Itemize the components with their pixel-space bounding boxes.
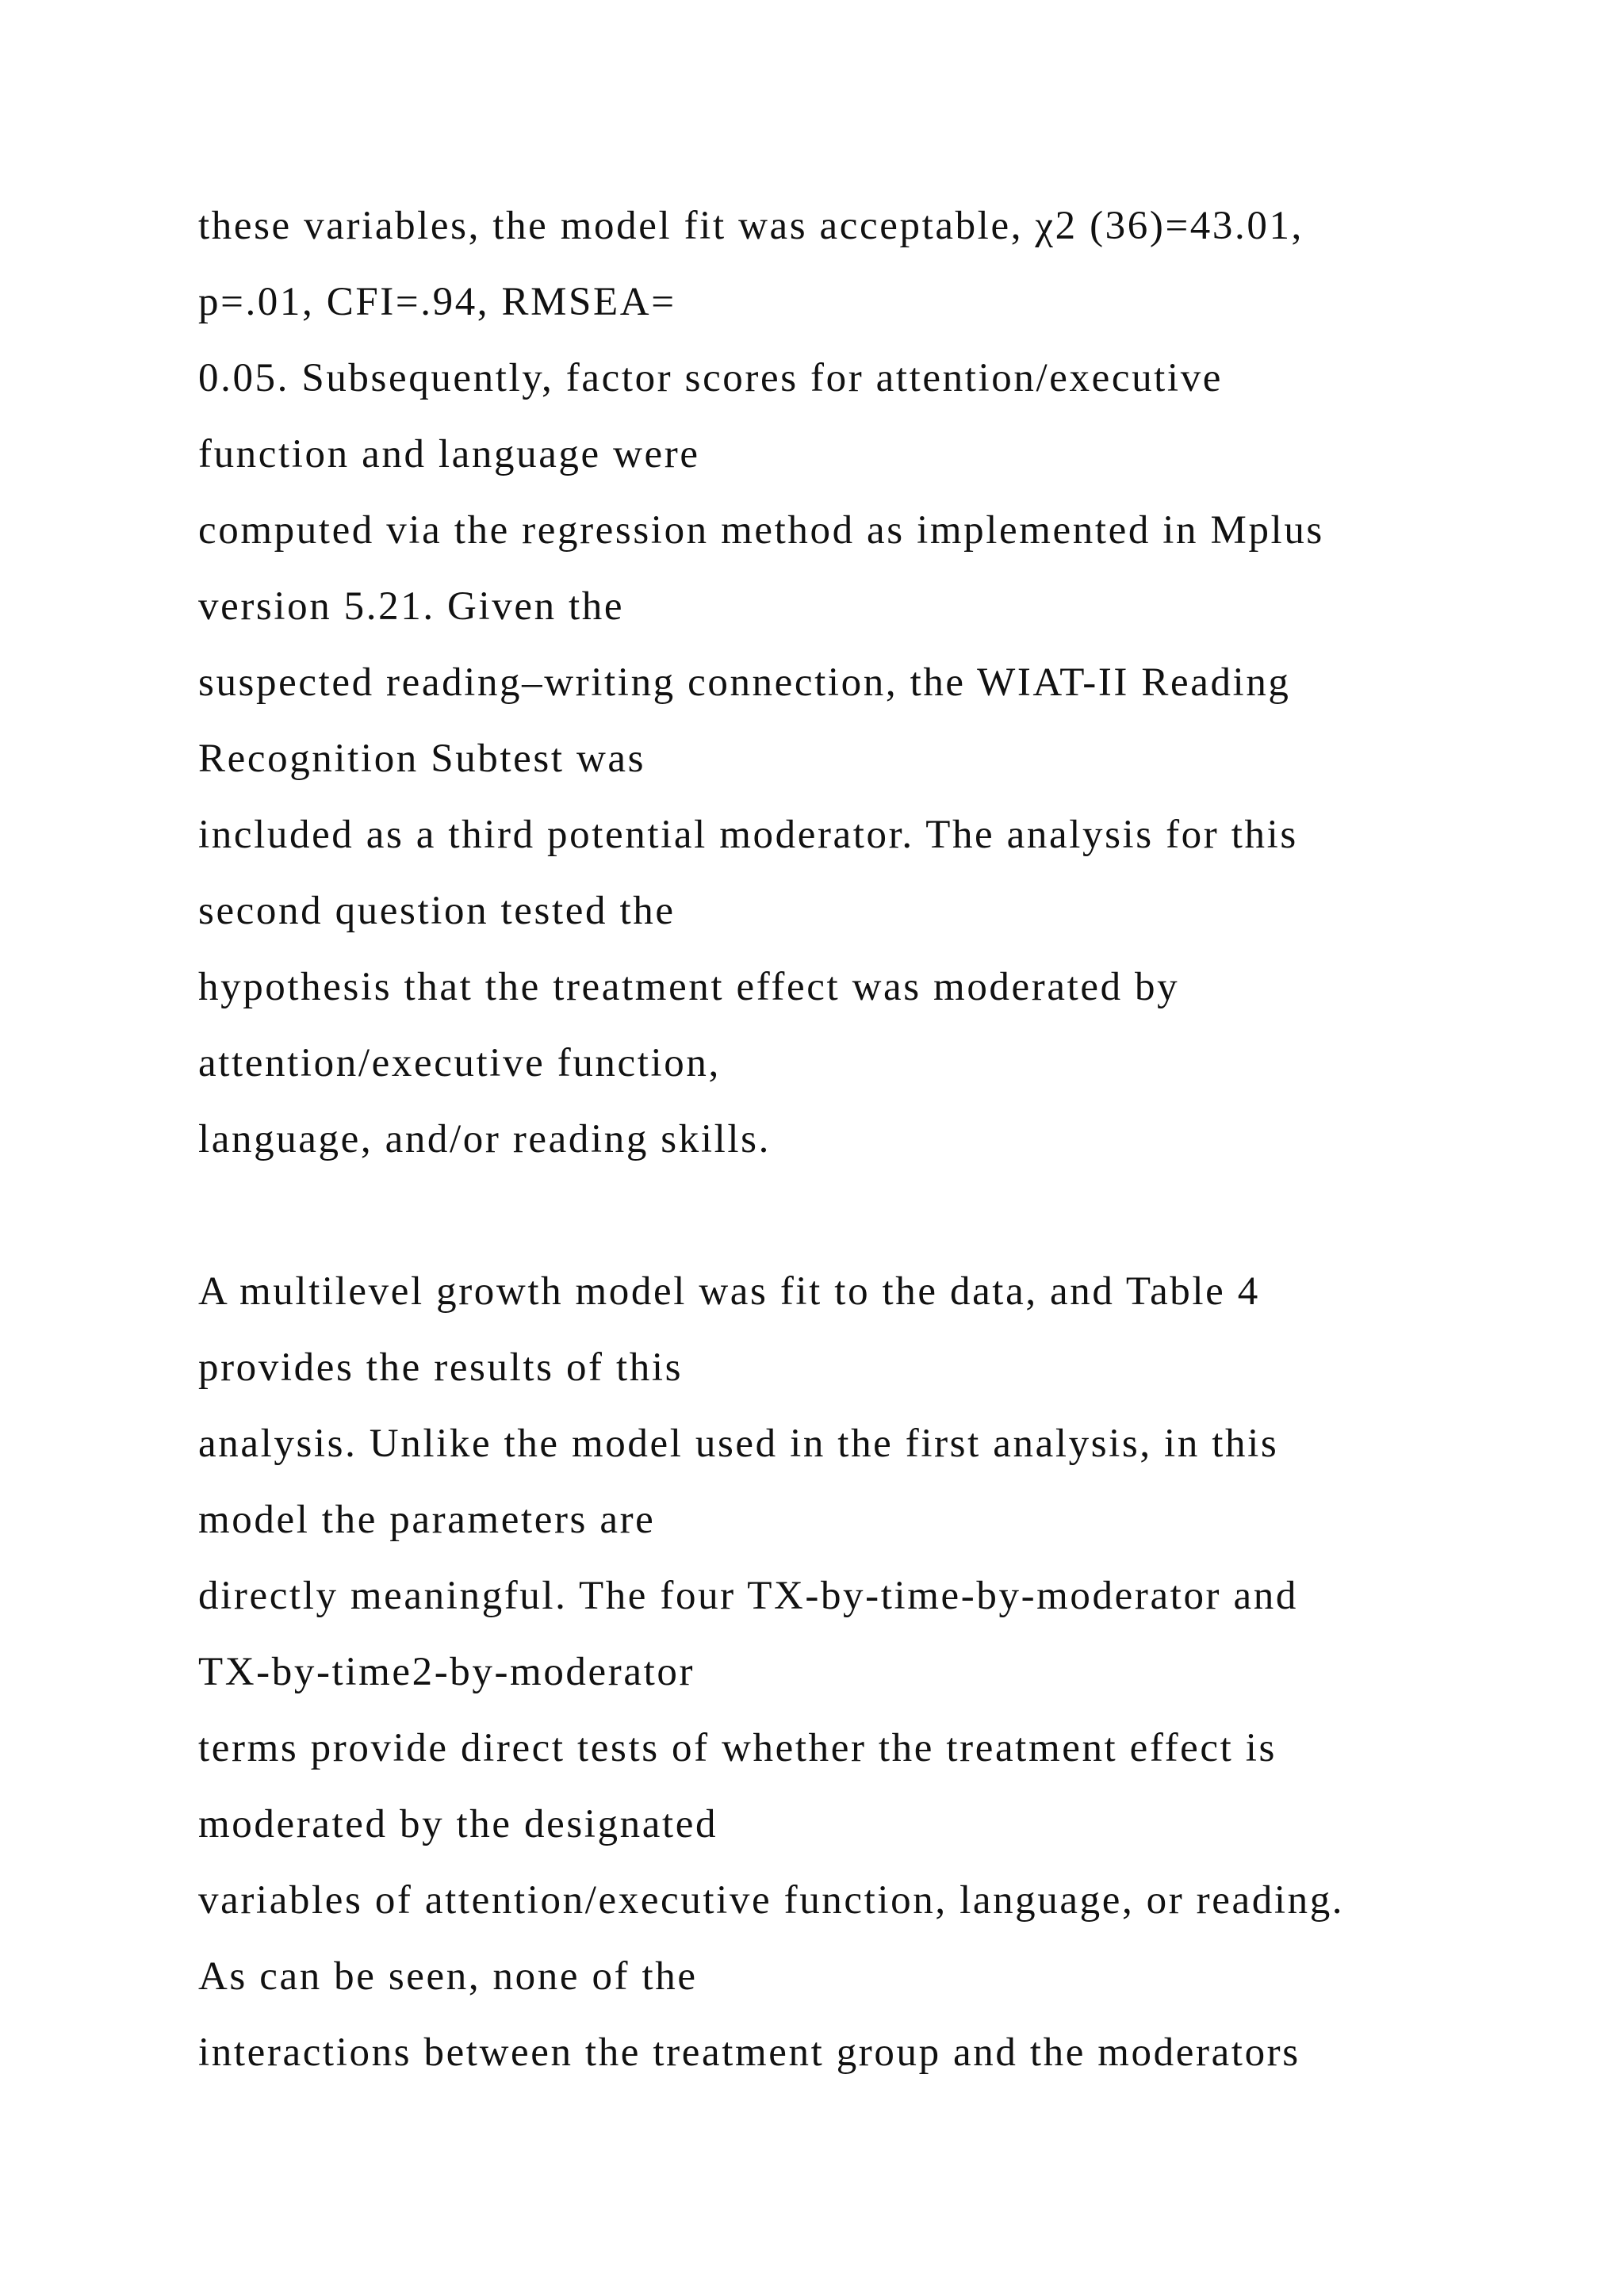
paragraph-1 <box>198 188 1610 1177</box>
text-line: Recognition Subtest was <box>198 737 646 781</box>
text-line: 0.05. Subsequently, factor scores for attention/executive <box>198 356 1224 400</box>
text-line: TX-by-time2-by-moderator <box>198 1650 695 1694</box>
text-line: language, and/or reading skills. <box>198 1117 771 1161</box>
text-line: analysis. Unlike the model used in the first analysis, in this <box>198 1422 1279 1466</box>
text-line: function and language were <box>198 432 700 476</box>
text-line: A multilevel growth model was fit to the data, and Table 4 <box>198 1269 1260 1314</box>
text-line: moderated by the designated <box>198 1802 718 1846</box>
text-line: model the parameters are <box>198 1498 656 1542</box>
text-line: provides the results of this <box>198 1345 684 1390</box>
text-line: attention/executive function, <box>198 1041 721 1085</box>
text-line: included as a third potential moderator. The analysis for this <box>198 813 1298 857</box>
text-line: these variables, the model fit was acceptable, χ2 (36)=43.01, <box>198 204 1304 248</box>
text-line: interactions between the treatment group and the moderators <box>198 2030 1300 2075</box>
text-line: directly meaningful. The four TX-by-time-by-moderator and <box>198 1574 1298 1618</box>
text-line: second question tested the <box>198 889 676 933</box>
text-line: suspected reading–writing connection, the WIAT-II Reading <box>198 660 1291 705</box>
text-line: hypothesis that the treatment effect was moderated by <box>198 965 1180 1009</box>
text-line: terms provide direct tests of whether the treatment effect is <box>198 1726 1277 1770</box>
text-line: variables of attention/executive function, language, or reading. <box>198 1878 1345 1923</box>
text-line: As can be seen, none of the <box>198 1954 698 1999</box>
text-line: p=.01, CFI=.94, RMSEA= <box>198 280 676 324</box>
paragraph-2 <box>198 1253 1610 2091</box>
text-line: version 5.21. Given the <box>198 584 625 629</box>
text-line: computed via the regression method as implemented in Mplus <box>198 508 1324 553</box>
